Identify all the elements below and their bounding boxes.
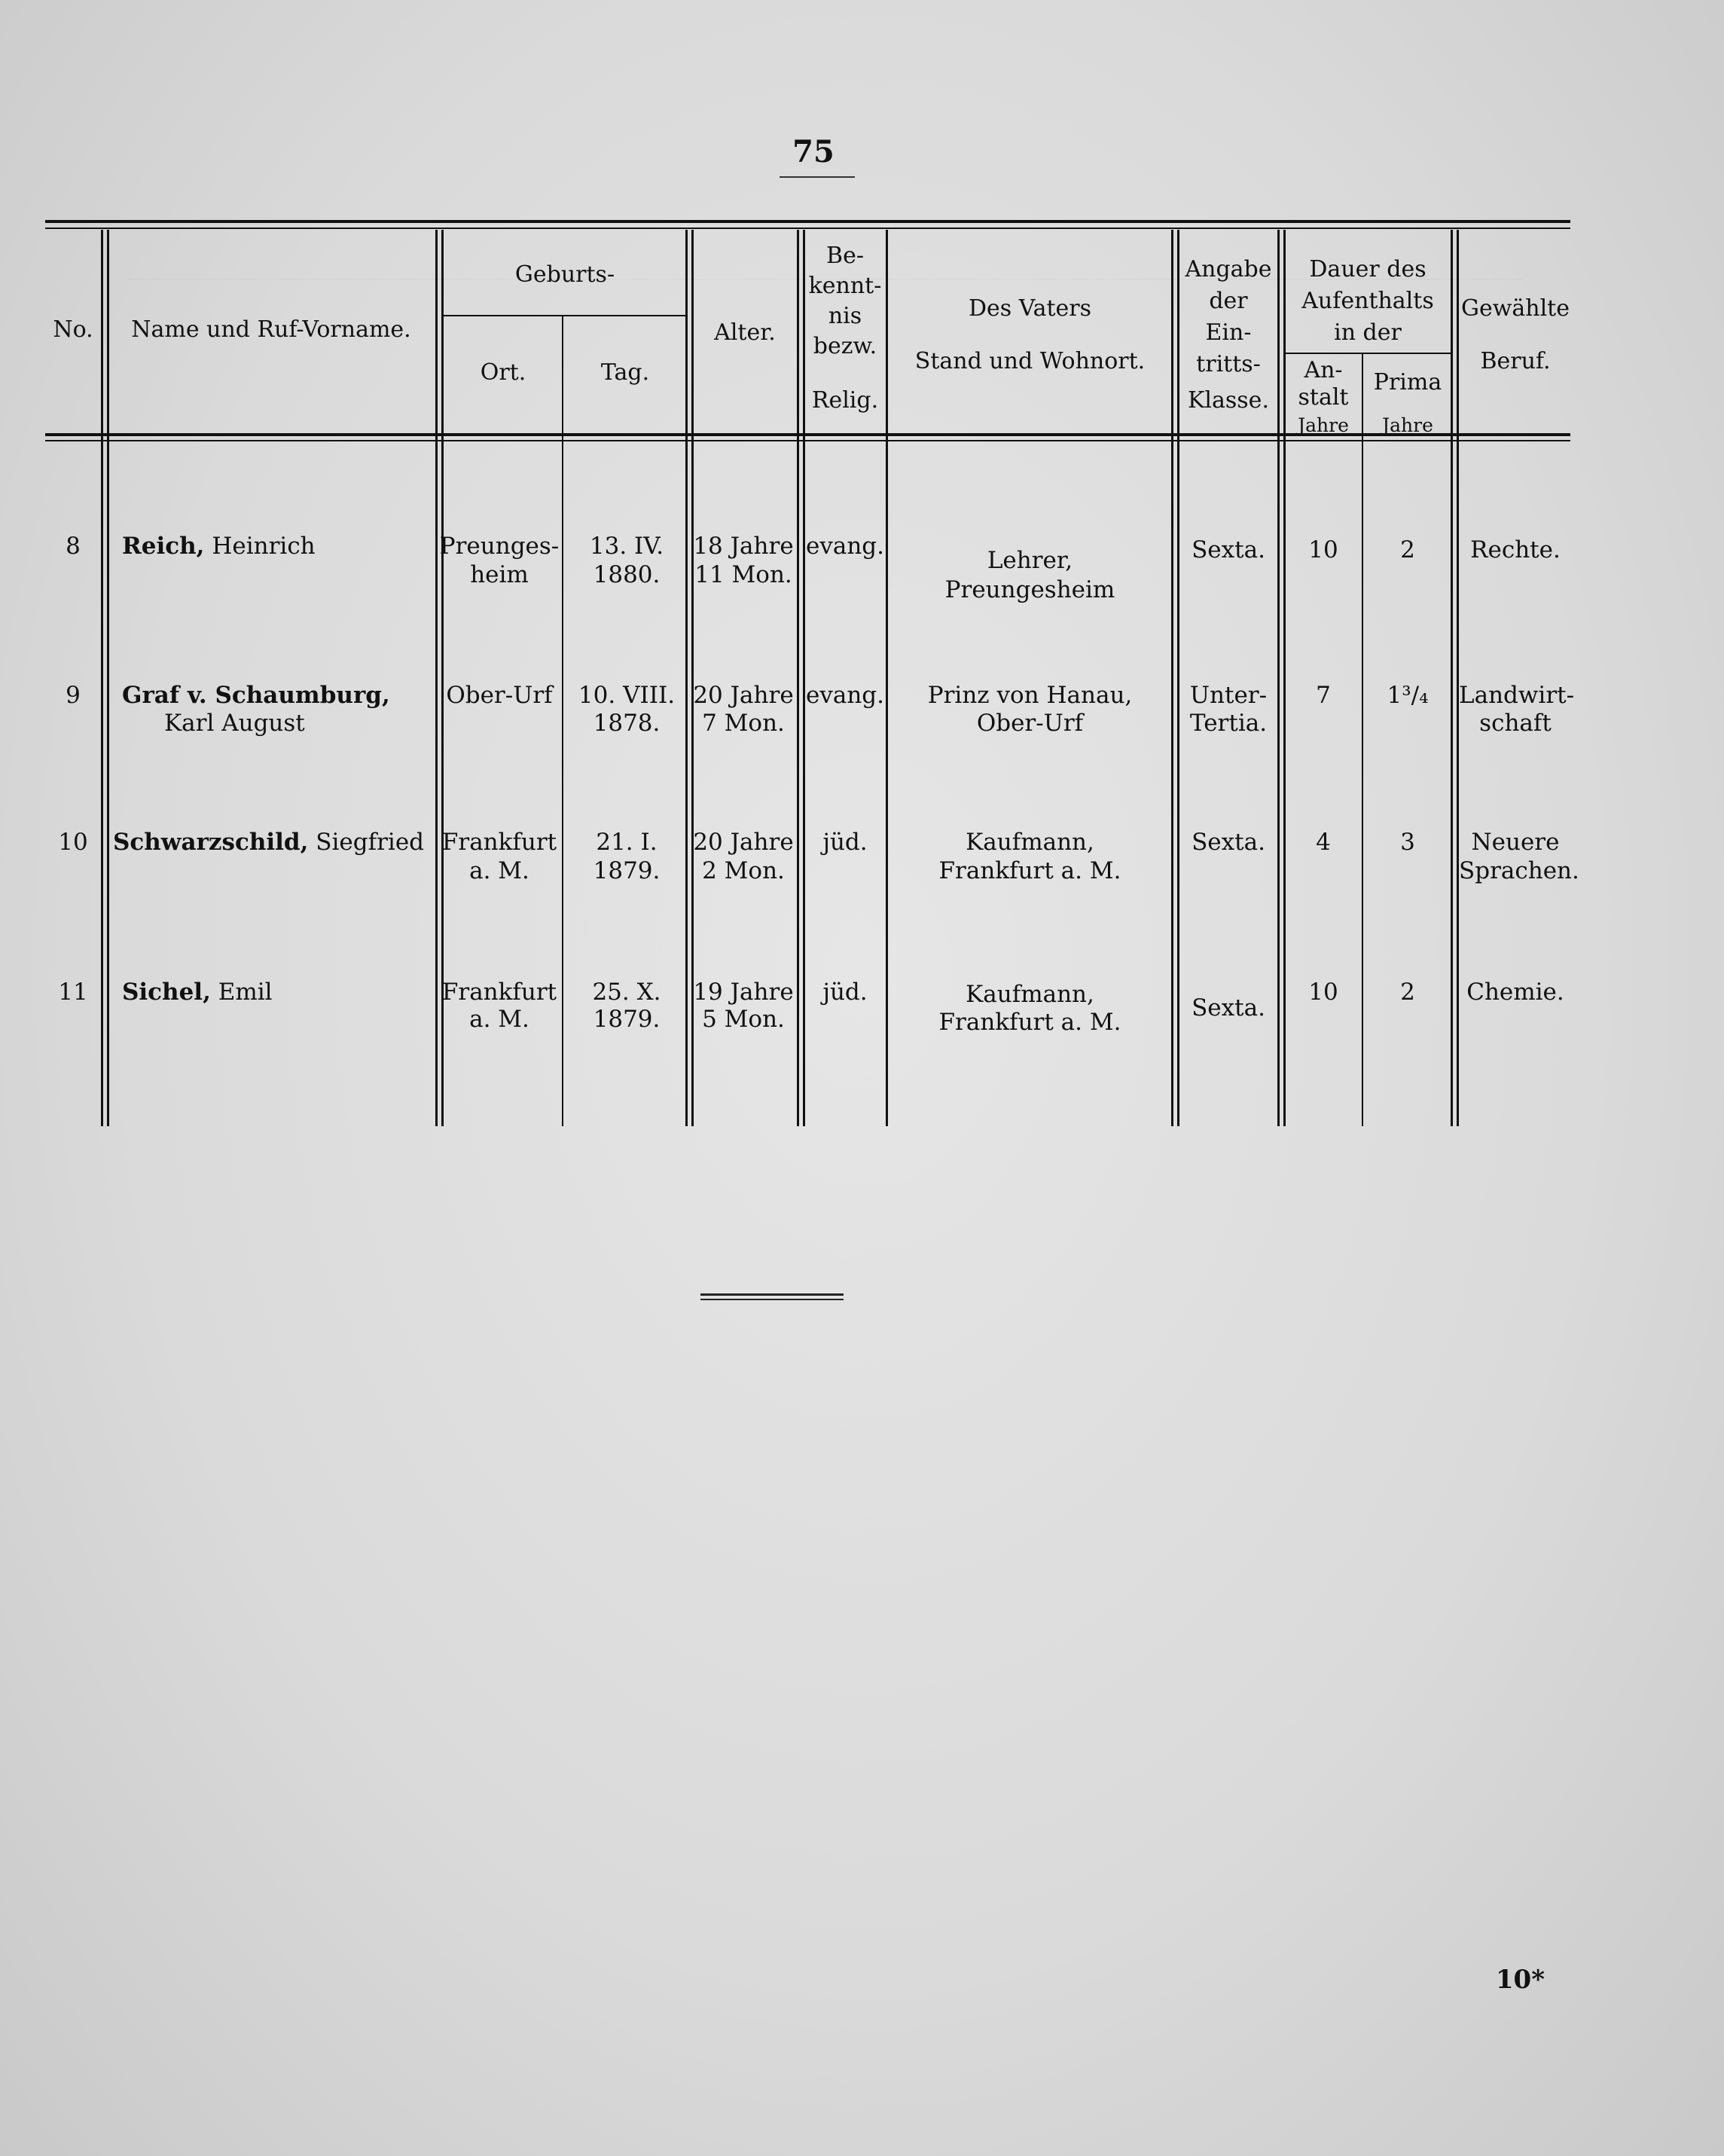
row-8-surname: Reich,	[122, 533, 205, 560]
row-9-prima: 1³/₄	[1387, 682, 1429, 709]
col-rule-1b	[107, 230, 109, 1126]
row-9-klasse-2: Tertia.	[1189, 710, 1268, 737]
header-dauer-3: in der	[1334, 319, 1402, 346]
header-angabe-2: der	[1209, 288, 1248, 314]
row-9-vater-1: Prinz von Hanau,	[927, 682, 1133, 709]
row-9-relig: evang.	[805, 682, 884, 709]
row-10-beruf-1: Neuere	[1471, 829, 1560, 856]
row-8-tag-2: 1880.	[593, 561, 661, 588]
row-11-firstname: Emil	[218, 979, 273, 1006]
row-11-surname: Sichel,	[122, 979, 211, 1006]
row-8-alter-1: 18 Jahre	[693, 533, 794, 560]
row-11-ort-2: a. M.	[469, 1006, 529, 1033]
row-8-tag-1: 13. IV.	[589, 533, 664, 560]
header-beruf-1: Gewählte	[1460, 295, 1570, 322]
row-10-vater-1: Kaufmann,	[966, 829, 1094, 856]
row-9-tag-2: 1878.	[593, 710, 661, 737]
row-11-prima: 2	[1400, 979, 1415, 1006]
col-rule-8	[1277, 230, 1280, 1126]
row-11-tag-2: 1879.	[593, 1006, 661, 1033]
col-rule-7	[1171, 230, 1173, 1126]
row-11-alter-2: 5 Mon.	[702, 1006, 785, 1033]
row-9-tag-1: 10. VIII.	[578, 682, 676, 709]
header-angabe-1: Angabe	[1185, 256, 1272, 282]
row-11-ort-1: Frankfurt	[441, 979, 557, 1006]
row-9-alter-1: 20 Jahre	[693, 682, 794, 709]
row-11-vater-1: Kaufmann,	[966, 981, 1094, 1008]
header-angabe-4: tritts-	[1196, 351, 1261, 377]
row-11-tag-1: 25. X.	[592, 979, 661, 1006]
row-10-alter-1: 20 Jahre	[693, 829, 794, 856]
row-8-no: 8	[66, 533, 81, 560]
page-number-rule	[780, 176, 855, 178]
dauer-underline	[1285, 353, 1451, 354]
row-10-ort-2: a. M.	[469, 857, 529, 884]
row-10-no: 10	[58, 829, 88, 856]
header-beruf-2: Beruf.	[1480, 348, 1551, 374]
bleed-through-texture	[128, 249, 1521, 1981]
col-rule-1	[101, 230, 103, 1126]
geburts-underline	[443, 315, 685, 316]
row-9-ort-1: Ober-Urf	[446, 682, 553, 709]
row-10-prima: 3	[1400, 829, 1415, 856]
header-dauer-1: Dauer des	[1309, 256, 1426, 282]
row-11-no: 11	[58, 979, 88, 1006]
row-8-ort-1: Preunges-	[439, 533, 560, 560]
row-11-anstalt: 10	[1308, 979, 1338, 1006]
table-top-rule	[45, 220, 1570, 223]
header-vater-sub: Stand und Wohnort.	[914, 348, 1146, 374]
row-8-vater-2: Preungesheim	[944, 576, 1115, 603]
row-8-ort-2: heim	[470, 561, 529, 588]
row-10-relig: jüd.	[822, 829, 868, 856]
row-11-beruf: Chemie.	[1466, 979, 1564, 1006]
row-10-surname: Schwarzschild,	[113, 829, 309, 856]
row-8-name	[122, 531, 431, 561]
header-tag: Tag.	[600, 359, 650, 386]
row-9-firstname: Karl August	[164, 710, 305, 737]
page-number: 75	[792, 134, 835, 169]
signature-mark: 10*	[1495, 1965, 1545, 1995]
row-9-alter-2: 7 Mon.	[702, 710, 785, 737]
row-10-ort-1: Frankfurt	[441, 829, 557, 856]
header-bekenntnis-3: nis	[828, 303, 862, 329]
row-10-vater-2: Frankfurt a. M.	[938, 857, 1121, 884]
header-anstalt-2: stalt	[1298, 384, 1349, 411]
row-8-anstalt: 10	[1308, 536, 1338, 563]
header-alter: Alter.	[714, 319, 776, 346]
row-10-name	[113, 827, 435, 857]
row-11-relig: jüd.	[822, 979, 868, 1006]
row-10-tag-2: 1879.	[593, 857, 661, 884]
header-bekenntnis-4: bezw.	[813, 333, 877, 359]
header-no: No.	[53, 316, 93, 343]
header-prima: Prima	[1373, 369, 1442, 395]
header-bekenntnis-5: Relig.	[811, 387, 879, 414]
row-8-alter-2: 11 Mon.	[694, 561, 792, 588]
header-geburts: Geburts-	[514, 261, 615, 288]
row-9-surname: Graf v. Schaumburg,	[122, 682, 390, 709]
row-10-alter-2: 2 Mon.	[702, 857, 785, 884]
row-8-prima: 2	[1400, 536, 1415, 563]
row-11-vater-2: Frankfurt a. M.	[938, 1009, 1121, 1036]
row-10-tag-1: 21. I.	[596, 829, 658, 856]
header-bekenntnis-2: kennt-	[808, 273, 882, 299]
row-8-vater-1: Lehrer,	[987, 547, 1073, 574]
header-prima-jahre: Jahre	[1382, 414, 1433, 436]
header-anstalt-1: An-	[1304, 357, 1343, 383]
row-8-relig: evang.	[805, 533, 884, 560]
row-9-klasse-1: Unter-	[1189, 682, 1268, 709]
col-rule-10	[1451, 230, 1453, 1126]
row-8-firstname: Heinrich	[212, 533, 316, 560]
row-10-klasse: Sexta.	[1192, 829, 1265, 856]
row-9-beruf-2: schaft	[1479, 710, 1552, 737]
table-top-rule-2	[45, 228, 1570, 229]
header-anstalt-jahre: Jahre	[1298, 414, 1349, 436]
header-angabe-5: Klasse.	[1188, 387, 1269, 414]
row-9-beruf-1: Landwirt-	[1459, 682, 1575, 709]
header-vater: Des Vaters	[968, 295, 1092, 322]
col-rule-9	[1362, 354, 1363, 1126]
row-11-name	[122, 977, 431, 1007]
header-angabe-3: Ein-	[1205, 319, 1252, 346]
row-8-klasse: Sexta.	[1192, 536, 1265, 563]
row-9-anstalt: 7	[1316, 682, 1331, 709]
row-10-anstalt: 4	[1316, 829, 1331, 856]
header-bekenntnis-1: Be-	[826, 243, 864, 269]
header-name: Name und Ruf-Vorname.	[131, 316, 411, 343]
row-10-firstname: Siegfried	[316, 829, 425, 856]
end-rule	[700, 1293, 844, 1296]
end-rule-2	[700, 1299, 844, 1300]
row-9-no: 9	[66, 682, 81, 709]
row-9-vater-2: Ober-Urf	[976, 710, 1084, 737]
row-10-beruf-2: Sprachen.	[1459, 857, 1579, 884]
row-8-beruf: Rechte.	[1470, 536, 1561, 563]
header-ort: Ort.	[480, 359, 526, 386]
row-11-alter-1: 19 Jahre	[693, 979, 794, 1006]
header-dauer-2: Aufenthalts	[1301, 288, 1434, 314]
row-11-klasse: Sexta.	[1192, 994, 1265, 1022]
